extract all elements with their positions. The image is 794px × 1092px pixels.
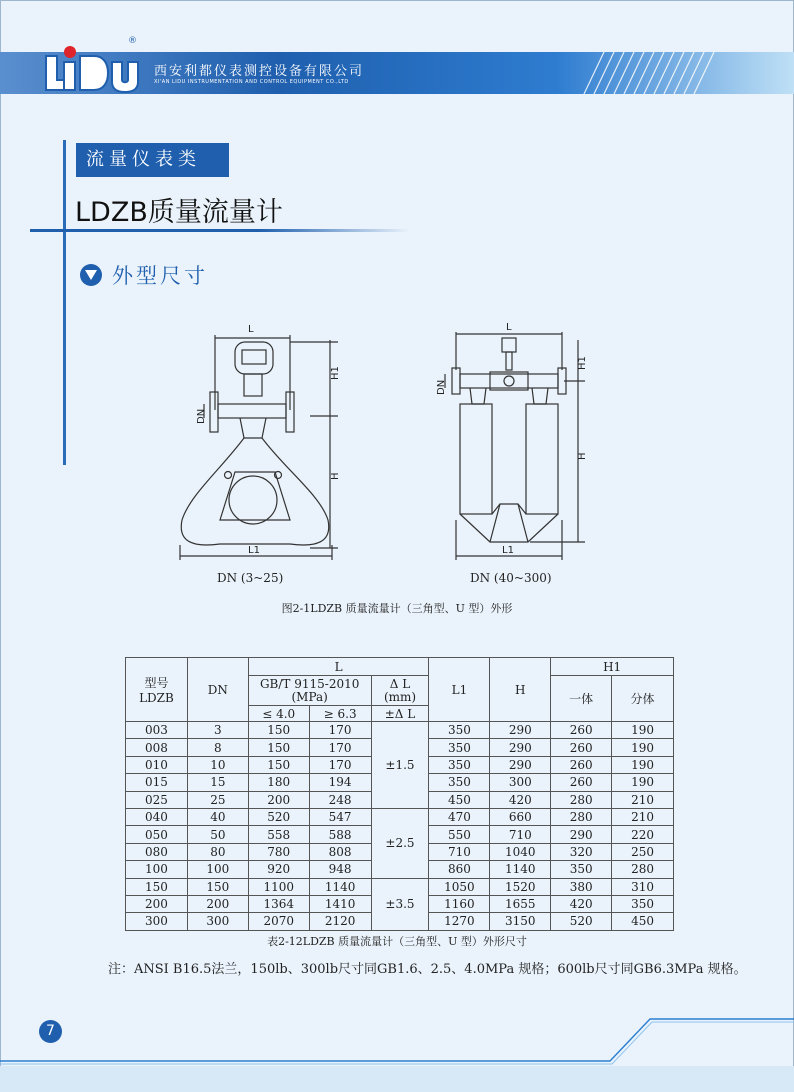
- table-cell: 350: [429, 739, 490, 756]
- table-cell: 100: [126, 861, 188, 878]
- table-cell: 200: [126, 895, 188, 912]
- table-cell: 1410: [309, 895, 371, 912]
- dim-label-h1-right: H1: [577, 356, 588, 370]
- table-row: [126, 878, 674, 895]
- table-cell: 250: [612, 843, 674, 860]
- table-row: [126, 808, 674, 825]
- table-cell: 190: [612, 756, 674, 773]
- th-h1: H1: [551, 658, 674, 676]
- table-cell: 808: [309, 843, 371, 860]
- table-cell: 300: [490, 774, 551, 791]
- table-cell: 1140: [490, 861, 551, 878]
- table-cell: 290: [490, 722, 551, 739]
- dimension-drawings: [160, 320, 600, 590]
- table-cell: 40: [187, 808, 248, 825]
- page-title: LDZB质量流量计: [75, 197, 283, 228]
- section-heading-text: 外型尺寸: [112, 264, 208, 288]
- table-cell: 260: [551, 722, 612, 739]
- table-cell: 1050: [429, 878, 490, 895]
- table-cell: 194: [309, 774, 371, 791]
- table-cell: 860: [429, 861, 490, 878]
- triangle-down-icon: [80, 264, 102, 286]
- company-name-en: XI'AN LIDU INSTRUMENTATION AND CONTROL EQUIPMENT CO.,LTD: [154, 79, 349, 85]
- dim-label-h-right: H: [577, 452, 588, 460]
- dim-label-dn-right: DN: [436, 379, 447, 395]
- table-cell: 710: [490, 826, 551, 843]
- table-cell: 2070: [248, 913, 309, 930]
- right-dn-range: DN (40~300): [470, 571, 552, 585]
- th-pressure-40: ≤ 4.0: [248, 706, 309, 722]
- table-cell: 150: [248, 739, 309, 756]
- table-cell: 520: [551, 913, 612, 930]
- dim-label-l1-left: L1: [248, 545, 260, 556]
- tolerance-cell: ±2.5: [371, 808, 429, 878]
- table-cell: 8: [187, 739, 248, 756]
- figure-caption: 图2-1LDZB 质量流量计（三角型、U 型）外形: [281, 602, 513, 615]
- th-l1: L1: [429, 658, 490, 722]
- tolerance-cell: ±3.5: [371, 878, 429, 930]
- table-cell: 190: [612, 722, 674, 739]
- table-caption: 表2-12LDZB 质量流量计（三角型、U 型）外形尺寸: [267, 935, 527, 948]
- table-cell: 300: [126, 913, 188, 930]
- table-cell: 200: [248, 791, 309, 808]
- table-cell: 170: [309, 739, 371, 756]
- table-cell: 150: [248, 722, 309, 739]
- footnote: 注：ANSI B16.5法兰，150lb、300lb尺寸同GB1.6、2.5、4.0MPa 规格；600lb尺寸同GB6.3MPa 规格。: [108, 962, 747, 977]
- table-cell: 280: [612, 861, 674, 878]
- table-cell: 350: [429, 774, 490, 791]
- company-logo: [40, 38, 150, 96]
- table-cell: 050: [126, 826, 188, 843]
- dimension-table: [125, 657, 674, 931]
- footer-lines: [0, 1014, 794, 1074]
- th-h1-integral: 一体: [551, 676, 612, 722]
- table-cell: 150: [126, 878, 188, 895]
- u-meter-drawing: [445, 332, 585, 560]
- table-cell: 520: [248, 808, 309, 825]
- table-cell: 320: [551, 843, 612, 860]
- table-cell: 350: [429, 722, 490, 739]
- table-cell: 420: [551, 895, 612, 912]
- table-cell: 280: [551, 791, 612, 808]
- th-pressure-63: ≥ 6.3: [309, 706, 371, 722]
- table-cell: 25: [187, 791, 248, 808]
- table-cell: 170: [309, 722, 371, 739]
- table-cell: 210: [612, 791, 674, 808]
- table-cell: 025: [126, 791, 188, 808]
- table-cell: 170: [309, 756, 371, 773]
- table-cell: 290: [490, 739, 551, 756]
- category-tab: 流量仪表类: [76, 143, 229, 177]
- table-cell: 450: [429, 791, 490, 808]
- table-cell: 150: [187, 878, 248, 895]
- dim-label-l-left: L: [248, 324, 254, 335]
- section-heading: [80, 260, 208, 290]
- header-stripes: [574, 52, 794, 94]
- table-cell: 300: [187, 913, 248, 930]
- table-cell: 547: [309, 808, 371, 825]
- table-cell: 015: [126, 774, 188, 791]
- table-cell: 1160: [429, 895, 490, 912]
- table-cell: 190: [612, 739, 674, 756]
- table-cell: 248: [309, 791, 371, 808]
- table-body: [126, 722, 674, 931]
- table-cell: 008: [126, 739, 188, 756]
- table-cell: 260: [551, 756, 612, 773]
- tolerance-cell: ±1.5: [371, 722, 429, 809]
- table-cell: 350: [429, 756, 490, 773]
- table-cell: 80: [187, 843, 248, 860]
- table-cell: 380: [551, 878, 612, 895]
- th-h: H: [490, 658, 551, 722]
- company-name-cn: 西安利都仪表测控设备有限公司: [154, 64, 365, 79]
- table-cell: 350: [612, 895, 674, 912]
- table-cell: 710: [429, 843, 490, 860]
- th-l-standard: GB/T 9115-2010 (MPa): [248, 676, 371, 706]
- table-cell: 210: [612, 808, 674, 825]
- table-cell: 550: [429, 826, 490, 843]
- table-cell: 2120: [309, 913, 371, 930]
- table-cell: 260: [551, 774, 612, 791]
- table-cell: 15: [187, 774, 248, 791]
- table-cell: 450: [612, 913, 674, 930]
- table-cell: 290: [490, 756, 551, 773]
- th-model: 型号 LDZB: [126, 658, 188, 722]
- table-cell: 3150: [490, 913, 551, 930]
- dim-label-h1-left: H1: [330, 366, 341, 380]
- table-cell: 1270: [429, 913, 490, 930]
- table-cell: 200: [187, 895, 248, 912]
- table-cell: 1364: [248, 895, 309, 912]
- th-l: L: [248, 658, 429, 676]
- table-cell: 558: [248, 826, 309, 843]
- table-cell: 588: [309, 826, 371, 843]
- table-cell: 003: [126, 722, 188, 739]
- section-vertical-rule: [63, 140, 66, 465]
- table-cell: 310: [612, 878, 674, 895]
- table-cell: 010: [126, 756, 188, 773]
- table-cell: 350: [551, 861, 612, 878]
- table-cell: 040: [126, 808, 188, 825]
- table-cell: 948: [309, 861, 371, 878]
- table-cell: 780: [248, 843, 309, 860]
- dim-label-l1-right: L1: [502, 545, 514, 556]
- registered-mark: ®: [128, 36, 137, 46]
- table-cell: 180: [248, 774, 309, 791]
- title-underline: [30, 229, 410, 232]
- dim-label-h-left: H: [330, 472, 341, 480]
- left-dn-range: DN (3~25): [217, 571, 284, 585]
- th-h1-split: 分体: [612, 676, 674, 722]
- table-cell: 1520: [490, 878, 551, 895]
- table-cell: 290: [551, 826, 612, 843]
- table-cell: 920: [248, 861, 309, 878]
- dim-label-l-right: L: [506, 322, 512, 333]
- table-cell: 1140: [309, 878, 371, 895]
- flowmeter-drawing-svg: [160, 320, 600, 590]
- th-delta-l: Δ L (mm): [371, 676, 429, 706]
- table-cell: 260: [551, 739, 612, 756]
- table-cell: 470: [429, 808, 490, 825]
- table-cell: 50: [187, 826, 248, 843]
- table-cell: 3: [187, 722, 248, 739]
- th-dn: DN: [187, 658, 248, 722]
- table-cell: 280: [551, 808, 612, 825]
- dim-label-dn-left: DN: [196, 408, 207, 424]
- table-cell: 100: [187, 861, 248, 878]
- table-cell: 1040: [490, 843, 551, 860]
- th-delta-l-tol: ±Δ L: [371, 706, 429, 722]
- table-cell: 660: [490, 808, 551, 825]
- triangle-meter-drawing: [180, 335, 338, 560]
- table-cell: 420: [490, 791, 551, 808]
- table-cell: 1655: [490, 895, 551, 912]
- table-cell: 190: [612, 774, 674, 791]
- page-number: 7: [39, 1020, 62, 1043]
- table-cell: 1100: [248, 878, 309, 895]
- footer-band: [0, 1066, 794, 1092]
- table-row: [126, 722, 674, 739]
- table-cell: 10: [187, 756, 248, 773]
- table-cell: 150: [248, 756, 309, 773]
- table-cell: 080: [126, 843, 188, 860]
- table-cell: 220: [612, 826, 674, 843]
